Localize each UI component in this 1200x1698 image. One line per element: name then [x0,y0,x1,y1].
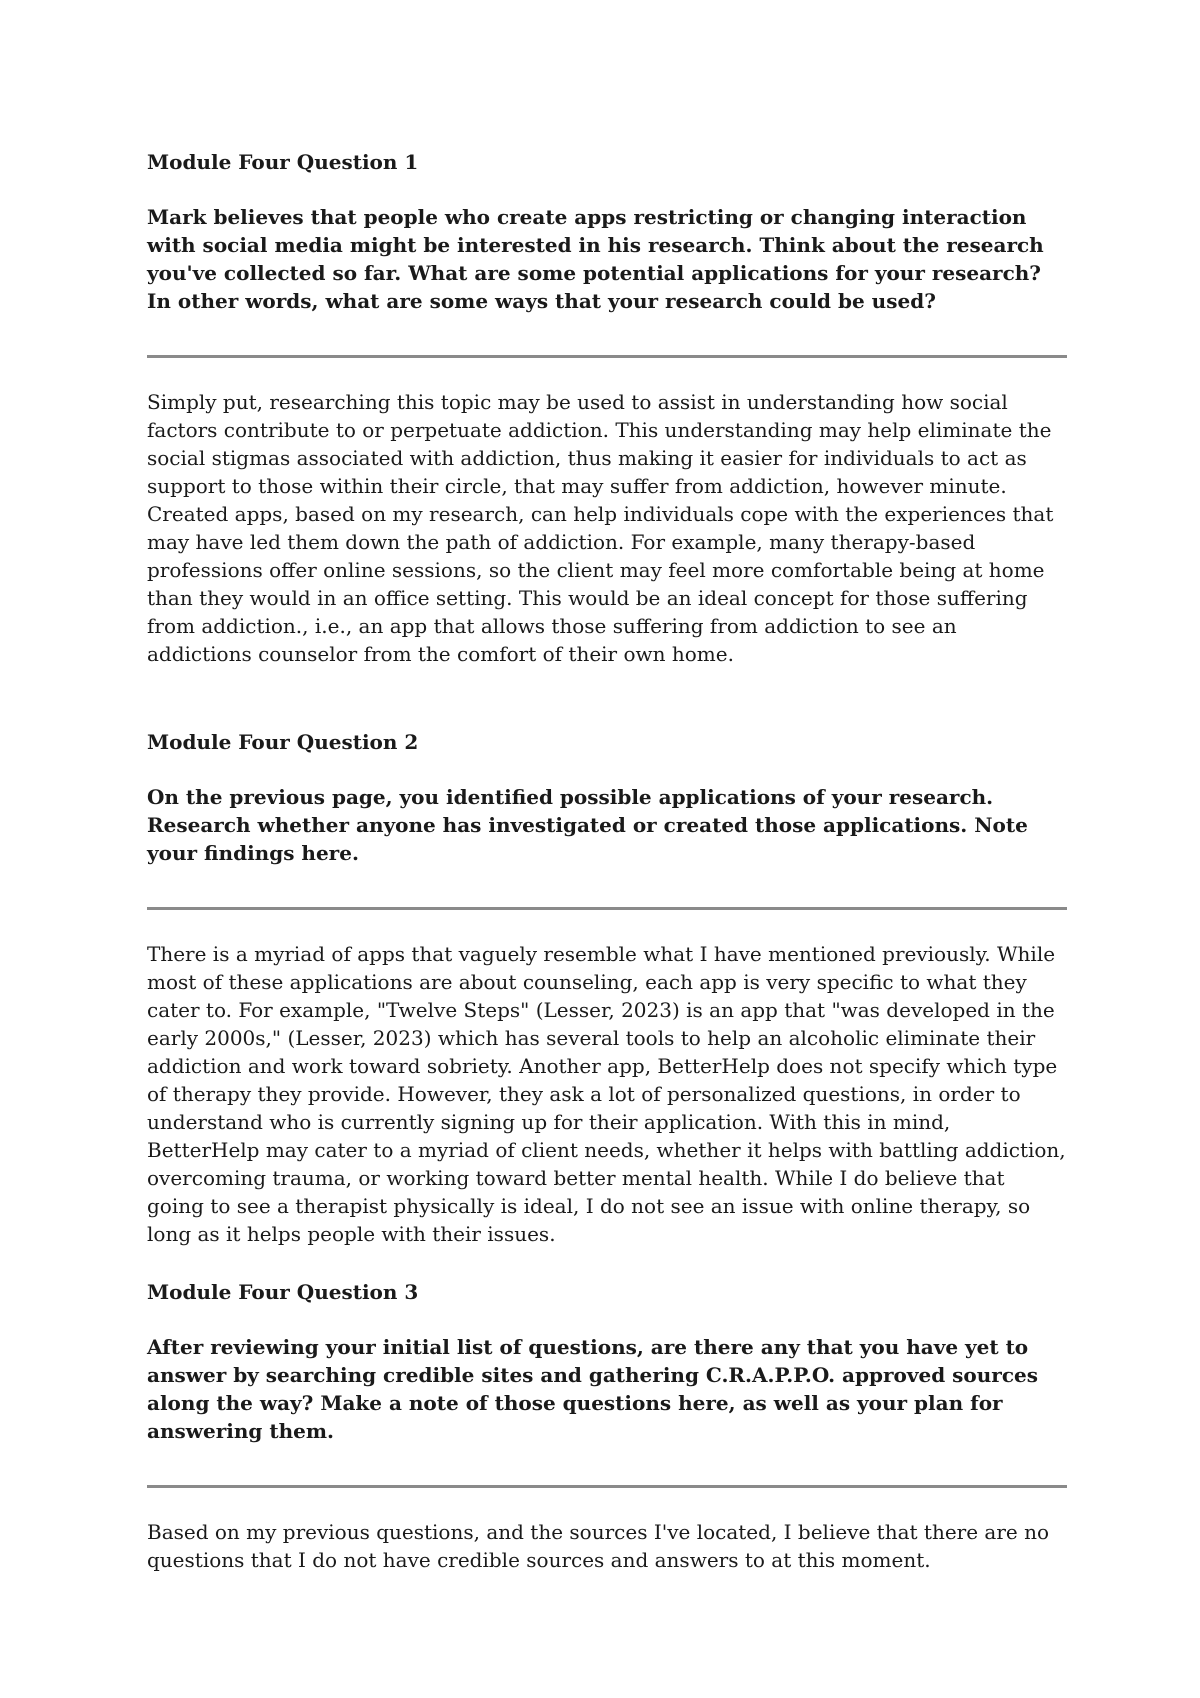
answer-text: Simply put, researching this topic may be used to assist in understanding how social factors contribute to or perpetuate addiction. This understanding may help eliminate the social stigmas associated with addiction, thus making it easier for individuals to act as support to those within their circle, that may suffer from addiction, however minute. Created apps, based on my research, can help individuals cope with the experiences that may have led them down the path of addiction. For example, many therapy-based professions offer online sessions, so the client may feel more comfortable being at home than they would in an office setting. This would be an ideal concept for those suffering from addiction., i.e., an app that allows those suffering from addiction to see an addictions counselor from the comfort of their own home. [147,390,1054,666]
question-title: Module Four Question 1 [147,150,419,174]
answer-divider [147,355,1067,358]
question-prompt: Mark believes that people who create apps restricting or changing interaction with social media might be interested in his research. Think about the research you've collected so far. What are some potential applications for your research? In other words, what are some ways that your research could be used? [147,205,1044,313]
question-title: Module Four Question 3 [147,1280,419,1304]
question-section-2 [147,728,1067,1248]
answer-text: Based on my previous questions, and the sources I've located, I believe that there are no questions that I do not have credible sources and answers to at this moment. [147,1520,1050,1572]
answer-text: There is a myriad of apps that vaguely resemble what I have mentioned previously. While most of these applications are about counseling, each app is very specific to what they cater to. For example, "Twelve Steps" (Lesser, 2023) is an app that "was developed in the early 2000s," (Lesser, 2023) which has several tools to help an alcoholic eliminate their addiction and work toward sobriety. Another app, BetterHelp does not specify which type of therapy they provide. However, they ask a lot of personalized questions, in order to understand who is currently signing up for their application. With this in mind, BetterHelp may cater to a myriad of client needs, whether it helps with battling addiction, overcoming trauma, or working toward better mental health. While I do believe that going to see a therapist physically is ideal, I do not see an issue with online therapy, so long as it helps people with their issues. [147,942,1066,1246]
question-title: Module Four Question 2 [147,730,419,754]
question-prompt: After reviewing your initial list of questions, are there any that you have yet to answer by searching credible sites and gathering C.R.A.P.P.O. approved sources along the way? Make a note of those questions here, as well as your plan for answering them. [147,1335,1038,1443]
answer-divider [147,907,1067,910]
answer-divider [147,1485,1067,1488]
question-prompt: On the previous page, you identified possible applications of your research. Research whether anyone has investigated or created those applications. Note your findings here. [147,785,1028,865]
question-section-3 [147,1278,1067,1574]
question-section-1 [147,148,1067,668]
